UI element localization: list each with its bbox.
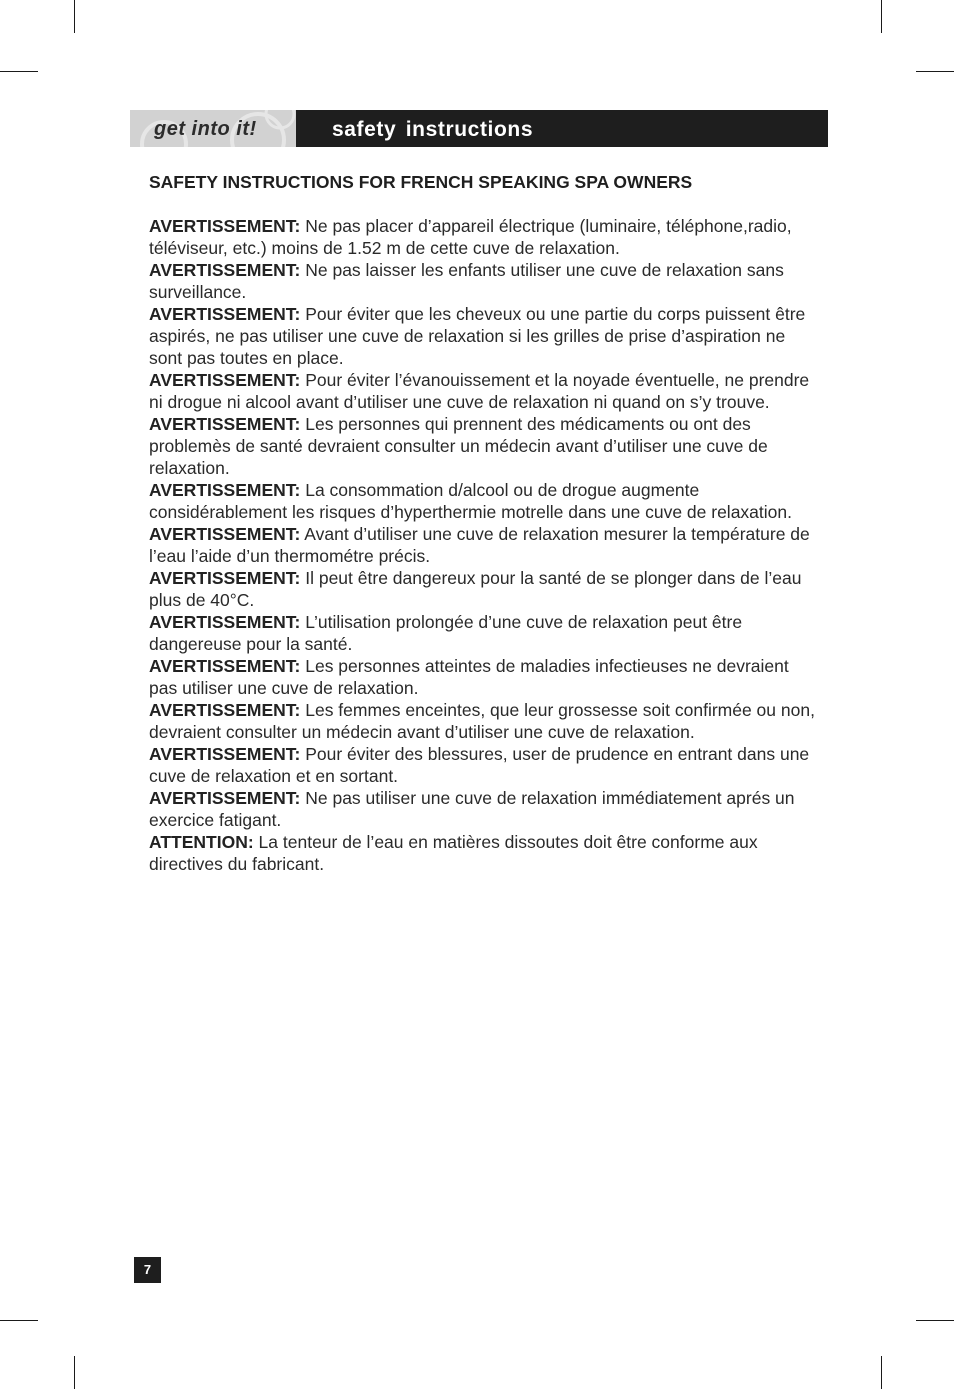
warning-item (149, 831, 817, 875)
crop-mark-bottom-left (74, 1356, 75, 1389)
header-section (296, 110, 828, 147)
warning-label: ATTENTION: (149, 832, 254, 852)
warning-label: AVERTISSEMENT: (149, 568, 301, 588)
warning-label: AVERTISSEMENT: (149, 524, 301, 544)
warning-text: L’utilisation prolongée d’une cuve de relaxation peut être dangereuse pour la santé. (149, 612, 743, 654)
crop-mark-top-left (74, 0, 75, 33)
content-area (149, 171, 817, 875)
warning-text: Ne pas utiliser une cuve de relaxation immédiatement aprés un exercice fatigant. (149, 788, 795, 830)
warning-text: Ne pas placer d’appareil électrique (luminaire, téléphone,radio, téléviseur, etc.) moins de 1.52 m de cette cuve de relaxation. (149, 216, 792, 258)
warning-label: AVERTISSEMENT: (149, 612, 301, 632)
warning-label: AVERTISSEMENT: (149, 414, 301, 434)
section-header (130, 110, 828, 147)
warning-item (149, 413, 817, 479)
warning-item (149, 523, 817, 567)
warning-item (149, 259, 817, 303)
warning-label: AVERTISSEMENT: (149, 370, 301, 390)
warning-item (149, 699, 817, 743)
warning-item (149, 787, 817, 831)
warning-text: Les personnes atteintes de maladies infectieuses ne devraient pas utiliser une cuve de relaxation. (149, 656, 789, 698)
warning-label: AVERTISSEMENT: (149, 216, 301, 236)
section-title: safety instructions (332, 118, 534, 141)
page-number: 7 (134, 1257, 161, 1283)
warning-item (149, 743, 817, 787)
warning-label: AVERTISSEMENT: (149, 788, 301, 808)
warning-item (149, 655, 817, 699)
warning-text: Pour éviter l’évanouissement et la noyade éventuelle, ne prendre ni drogue ni alcool avant d’utiliser une cuve de relaxation ni quand on s’y trouve. (149, 370, 810, 412)
warning-label: AVERTISSEMENT: (149, 480, 301, 500)
warning-text: La consommation d/alcool ou de drogue augmente considérablement les risques d’hyperthermie motrelle dans une cuve de relaxation. (149, 480, 792, 522)
warning-label: AVERTISSEMENT: (149, 744, 301, 764)
crop-mark-right-top (916, 71, 954, 72)
warning-text: Il peut être dangereux pour la santé de se plonger dans de l’eau plus de 40°C. (149, 568, 802, 610)
header-tag-label: get into it! (154, 118, 257, 140)
warning-text: Pour éviter des blessures, user de prudence en entrant dans une cuve de relaxation et en sortant. (149, 744, 810, 786)
warning-item (149, 215, 817, 259)
crop-mark-left-bottom (0, 1320, 38, 1321)
warning-item (149, 611, 817, 655)
warnings-list (149, 215, 817, 875)
crop-mark-top-right (881, 0, 882, 33)
warning-text: La tenteur de l’eau en matières dissoutes doit être conforme aux directives du fabricant. (149, 832, 758, 874)
warning-item (149, 369, 817, 413)
crop-mark-left-top (0, 71, 38, 72)
warning-item (149, 479, 817, 523)
warning-text: Pour éviter que les cheveux ou une partie du corps puissent être aspirés, ne pas utiliser une cuve de relaxation si les grilles de prise d’aspiration ne sont pas toutes en place. (149, 304, 806, 368)
document-heading: SAFETY INSTRUCTIONS FOR FRENCH SPEAKING SPA OWNERS (149, 172, 693, 192)
warning-item (149, 303, 817, 369)
warning-text: Les personnes qui prennent des médicaments ou ont des problemès de santé devraient consulter un médecin avant d’utiliser une cuve de relaxation. (149, 414, 768, 478)
warning-item (149, 567, 817, 611)
warning-label: AVERTISSEMENT: (149, 700, 301, 720)
crop-mark-right-bottom (916, 1320, 954, 1321)
warning-text: Ne pas laisser les enfants utiliser une cuve de relaxation sans surveillance. (149, 260, 784, 302)
warning-text: Les femmes enceintes, que leur grossesse soit confirmée ou non, devraient consulter un médecin avant d’utiliser une cuve de relaxation. (149, 700, 815, 742)
crop-mark-bottom-right (881, 1356, 882, 1389)
warning-label: AVERTISSEMENT: (149, 656, 301, 676)
warning-label: AVERTISSEMENT: (149, 304, 301, 324)
warning-label: AVERTISSEMENT: (149, 260, 301, 280)
warning-text: Avant d’utiliser une cuve de relaxation mesurer la température de l’eau l’aide d’un thermométre précis. (149, 524, 810, 566)
header-tag (130, 110, 296, 147)
